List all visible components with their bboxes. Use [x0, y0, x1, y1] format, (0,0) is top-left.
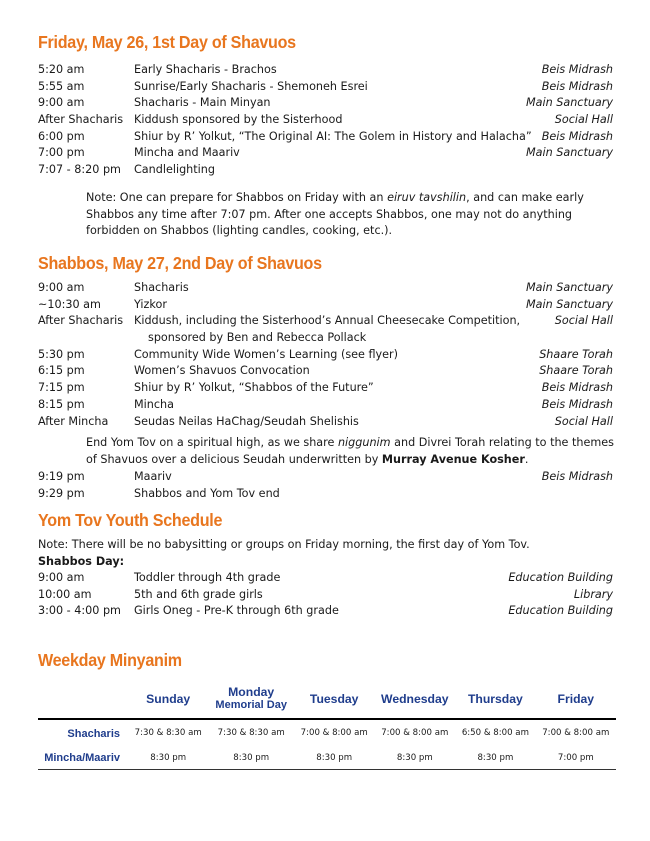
table-corner — [38, 680, 128, 719]
schedule-row-kiddush: After Shacharis Kiddush, including the Sisterhood’s Annual Cheesecake Competition, sponsored by Ben and Rebecca Pollack Social Hall — [38, 314, 613, 345]
table-cell: 8:30 pm — [208, 746, 294, 770]
day-header-monday: Monday Memorial Day — [208, 680, 294, 719]
schedule-row: 7:07 - 8:20 pm Candlelighting — [38, 163, 215, 177]
schedule-row: 7:15 pm Shiur by R’ Yolkut, “Shabbos of the Future” Beis Midrash — [38, 381, 613, 395]
day-header: Friday — [536, 680, 616, 719]
day-header: Tuesday — [294, 680, 374, 719]
table-cell: 7:00 & 8:00 am — [542, 728, 610, 738]
day-header: Wednesday — [374, 680, 455, 719]
day-header: Sunday — [128, 680, 208, 719]
table-row-shacharis — [38, 719, 616, 746]
shabbos-schedule — [38, 280, 613, 430]
schedule-row: 9:29 pm Shabbos and Yom Tov end — [38, 486, 280, 500]
schedule-row: 5:30 pm Community Wide Women’s Learning (see flyer) Shaare Torah — [38, 347, 613, 361]
table-cell: 7:00 & 8:00 am — [381, 728, 449, 738]
schedule-row: 3:00 - 4:00 pm Girls Oneg - Pre-K through 6th grade Education Building — [38, 604, 613, 618]
shabbos-heading: Shabbos, May 27, 2nd Day of Shavuos — [38, 253, 322, 273]
youth-heading: Yom Tov Youth Schedule — [38, 510, 223, 530]
schedule-row: 5:20 am Early Shacharis - Brachos Beis Midrash — [38, 63, 613, 76]
schedule-row: 9:19 pm Maariv Beis Midrash — [38, 470, 613, 483]
schedule-row: 6:00 pm Shiur by R’ Yolkut, “The Original AI: The Golem in History and Halacha” Beis Midrash — [38, 129, 613, 143]
shabbos-schedule-end — [38, 469, 613, 502]
youth-note: Note: There will be no babysitting or groups on Friday morning, the first day of Yom Tov. — [38, 538, 530, 551]
row-label: Mincha/Maariv — [38, 746, 128, 770]
schedule-row: 9:00 am Toddler through 4th grade Education Building — [38, 571, 613, 584]
table-header-row — [38, 680, 616, 719]
table-cell: 8:30 pm — [455, 746, 535, 770]
table-cell: 7:00 pm — [536, 746, 616, 770]
schedule-row: 9:00 am Shacharis - Main Minyan Main Sanctuary — [38, 96, 613, 110]
weekday-heading: Weekday Minyanim — [38, 650, 182, 670]
day-header: Thursday — [455, 680, 535, 719]
youth-subhead: Shabbos Day: — [38, 555, 125, 568]
table-cell: 8:30 pm — [374, 746, 455, 770]
table-cell: 7:30 & 8:30 am — [217, 728, 285, 738]
friday-schedule — [38, 62, 613, 179]
friday-note: Note: One can prepare for Shabbos on Friday with an eiruv tavshilin, and can make early Shabbos any time after 7:07 pm. After one accepts Shabbos, one may not do anything forbidden on Shabbos (lighting candles, cooking, etc.). — [86, 191, 584, 238]
table-cell: 8:30 pm — [294, 746, 374, 770]
schedule-row: 7:00 pm Mincha and Maariv Main Sanctuary — [38, 146, 613, 160]
table-cell: 7:00 & 8:00 am — [300, 728, 368, 738]
weekday-table — [38, 680, 616, 770]
schedule-row: 9:00 am Shacharis Main Sanctuary — [38, 281, 613, 294]
schedule-row: 10:00 am 5th and 6th grade girls Library — [38, 587, 613, 601]
row-label: Shacharis — [67, 728, 120, 740]
youth-schedule — [38, 570, 613, 620]
schedule-row: 5:55 am Sunrise/Early Shacharis - Shemoneh Esrei Beis Midrash — [38, 79, 613, 93]
schedule-row: 6:15 pm Women’s Shavuos Convocation Shaare Torah — [38, 364, 613, 378]
table-row-mincha — [38, 746, 616, 770]
table-cell: 7:30 & 8:30 am — [134, 728, 202, 738]
schedule-row: ~10:30 am Yizkor Main Sanctuary — [38, 297, 613, 311]
table-cell: 6:50 & 8:00 am — [461, 728, 529, 738]
friday-heading: Friday, May 26, 1st Day of Shavuos — [38, 32, 296, 52]
shabbos-note: End Yom Tov on a spiritual high, as we share niggunim and Divrei Torah relating to the themes of Shavuos over a delicious Seudah underwritten by Murray Avenue Kosher. — [86, 436, 614, 466]
schedule-row: 8:15 pm Mincha Beis Midrash — [38, 397, 613, 411]
table-cell: 8:30 pm — [128, 746, 208, 770]
schedule-row: After Shacharis Kiddush sponsored by the Sisterhood Social Hall — [38, 113, 613, 127]
schedule-row: After Mincha Seudas Neilas HaChag/Seudah Shelishis Social Hall — [38, 414, 613, 428]
